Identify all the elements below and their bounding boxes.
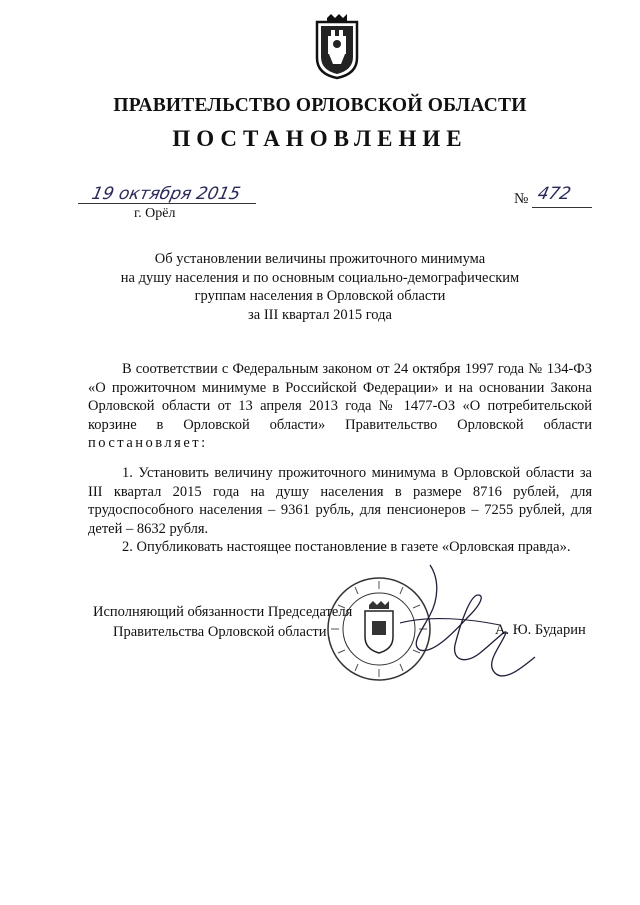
document-subject [0,250,640,324]
document-type: ПОСТАНОВЛЕНИЕ [172,126,468,151]
date-underline [78,203,256,204]
signature-title-line: Исполняющий обязанности Председателя [93,604,353,620]
subject-line: Об установлении величины прожиточного минимума [154,251,486,267]
signature-title [93,602,352,642]
preamble-text: В соответствии с Федеральным законом от 24 октября 1997 года № 134-ФЗ «О прожиточном минимуме в Российской Федерации» и на основании Закона Орловской области от 13 апреля 2013 года № 1477-ОЗ «О потребительской корзине в Орловской области» Правительство Орловской области [88,361,592,433]
resolution-item: 1. Установить величину прожиточного минимума в Орловской области за III квартал 2015 года на душу населения в размере 8716 рублей, для трудоспособного населения – 9361 рубль, для пенсионеров – 7255 рублей, для детей – 8632 рубля. [88,465,592,537]
subject-line: за III квартал 2015 года [248,306,392,323]
preamble-verb: постановляет: [88,435,208,451]
signer-name: А. Ю. Бударин [495,622,586,638]
document-number: 472 [535,184,573,204]
resolution-item: 2. Опубликовать настоящее постановление в газете «Орловская правда». [122,539,571,555]
organization-title: ПРАВИТЕЛЬСТВО ОРЛОВСКОЙ ОБЛАСТИ [113,95,527,116]
resolution-items [88,464,592,557]
coat-of-arms-icon [313,14,361,80]
preamble-paragraph [88,360,592,453]
signature-title-line: Правительства Орловской области [113,624,327,640]
document-date: 19 октября 2015 [89,184,243,204]
number-underline [532,207,592,208]
document-city: г. Орёл [134,206,176,221]
subject-line: на душу населения и по основным социально-демографическим [120,269,520,286]
number-label: № [514,191,529,207]
subject-line: группам населения в Орловской области [194,288,446,304]
